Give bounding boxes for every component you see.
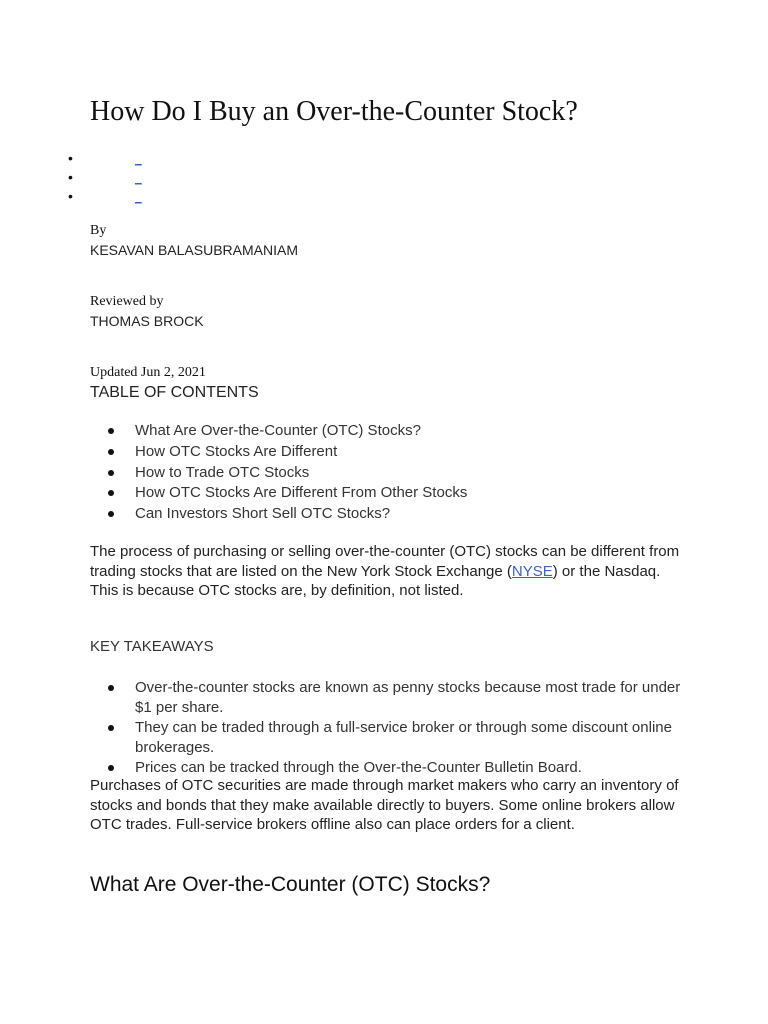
article-title: How Do I Buy an Over-the-Counter Stock? xyxy=(90,96,578,127)
bullet-icon xyxy=(108,685,114,691)
toc-item[interactable] xyxy=(135,463,467,484)
toc-item-label: How OTC Stocks Are Different From Other Stocks xyxy=(135,484,468,502)
body-paragraph: Purchases of OTC securities are made through market makers who carry an inventory of stocks and bonds that they make available directly to buyers. Some online brokers allow OTC trades. Full-service brokers offline also can place orders for a client. xyxy=(90,777,679,833)
toc-heading: TABLE OF CONTENTS xyxy=(90,384,259,401)
share-link-1[interactable]: _ xyxy=(135,152,142,166)
toc-item[interactable] xyxy=(135,421,467,442)
toc-item[interactable] xyxy=(135,442,467,463)
toc-item-label: Can Investors Short Sell OTC Stocks? xyxy=(135,505,391,523)
takeaway-item xyxy=(135,718,690,758)
takeaway-text: Over-the-counter stocks are known as penny stocks because most trade for under $1 per share. xyxy=(135,679,681,716)
table-of-contents xyxy=(135,421,467,525)
author-name[interactable]: KESAVAN BALASUBRAMANIAM xyxy=(90,242,298,258)
takeaway-text: They can be traded through a full-service broker or through some discount online brokerages. xyxy=(135,719,672,756)
reviewer-name[interactable]: THOMAS BROCK xyxy=(90,313,204,329)
intro-paragraph xyxy=(90,542,680,601)
takeaway-item xyxy=(135,758,690,778)
nyse-link[interactable]: NYSE xyxy=(511,562,553,580)
toc-item[interactable] xyxy=(135,483,467,504)
toc-item-label: What Are Over-the-Counter (OTC) Stocks? xyxy=(135,422,421,439)
toc-item[interactable] xyxy=(135,504,467,525)
toc-item-label: How to Trade OTC Stocks xyxy=(135,463,310,481)
toc-item-label: How OTC Stocks Are Different xyxy=(135,442,338,460)
takeaway-text: Prices can be tracked through the Over-the-Counter Bulletin Board. xyxy=(135,759,582,776)
intro-text-start: The process of purchasing or selling over-the-counter (OTC) stocks can be different from trading stocks that are listed on the New York Stock Exchange ( xyxy=(90,543,680,580)
share-link-3[interactable]: _ xyxy=(135,190,142,204)
intro-text-end: ) or the Nasdaq. This is because OTC stocks are, by definition, not listed. xyxy=(90,562,661,599)
bullet-icon xyxy=(108,428,114,434)
by-label: By xyxy=(90,223,107,238)
section-heading: What Are Over-the-Counter (OTC) Stocks? xyxy=(90,873,491,896)
bullet-icon: • xyxy=(68,188,73,204)
key-takeaways-list xyxy=(135,678,690,778)
takeaway-item xyxy=(135,678,690,718)
bullet-icon xyxy=(108,511,114,517)
key-takeaways-heading: KEY TAKEAWAYS xyxy=(90,638,214,655)
updated-date: Updated Jun 2, 2021 xyxy=(90,365,206,380)
bullet-icon xyxy=(108,765,114,771)
bullet-icon xyxy=(108,449,114,455)
bullet-icon xyxy=(108,490,114,496)
bullet-icon: • xyxy=(68,150,73,166)
bullet-icon xyxy=(108,725,114,731)
share-link-2[interactable]: _ xyxy=(135,171,142,185)
reviewed-by-label: Reviewed by xyxy=(90,294,164,309)
bullet-icon xyxy=(108,470,114,476)
bullet-icon: • xyxy=(68,169,73,185)
